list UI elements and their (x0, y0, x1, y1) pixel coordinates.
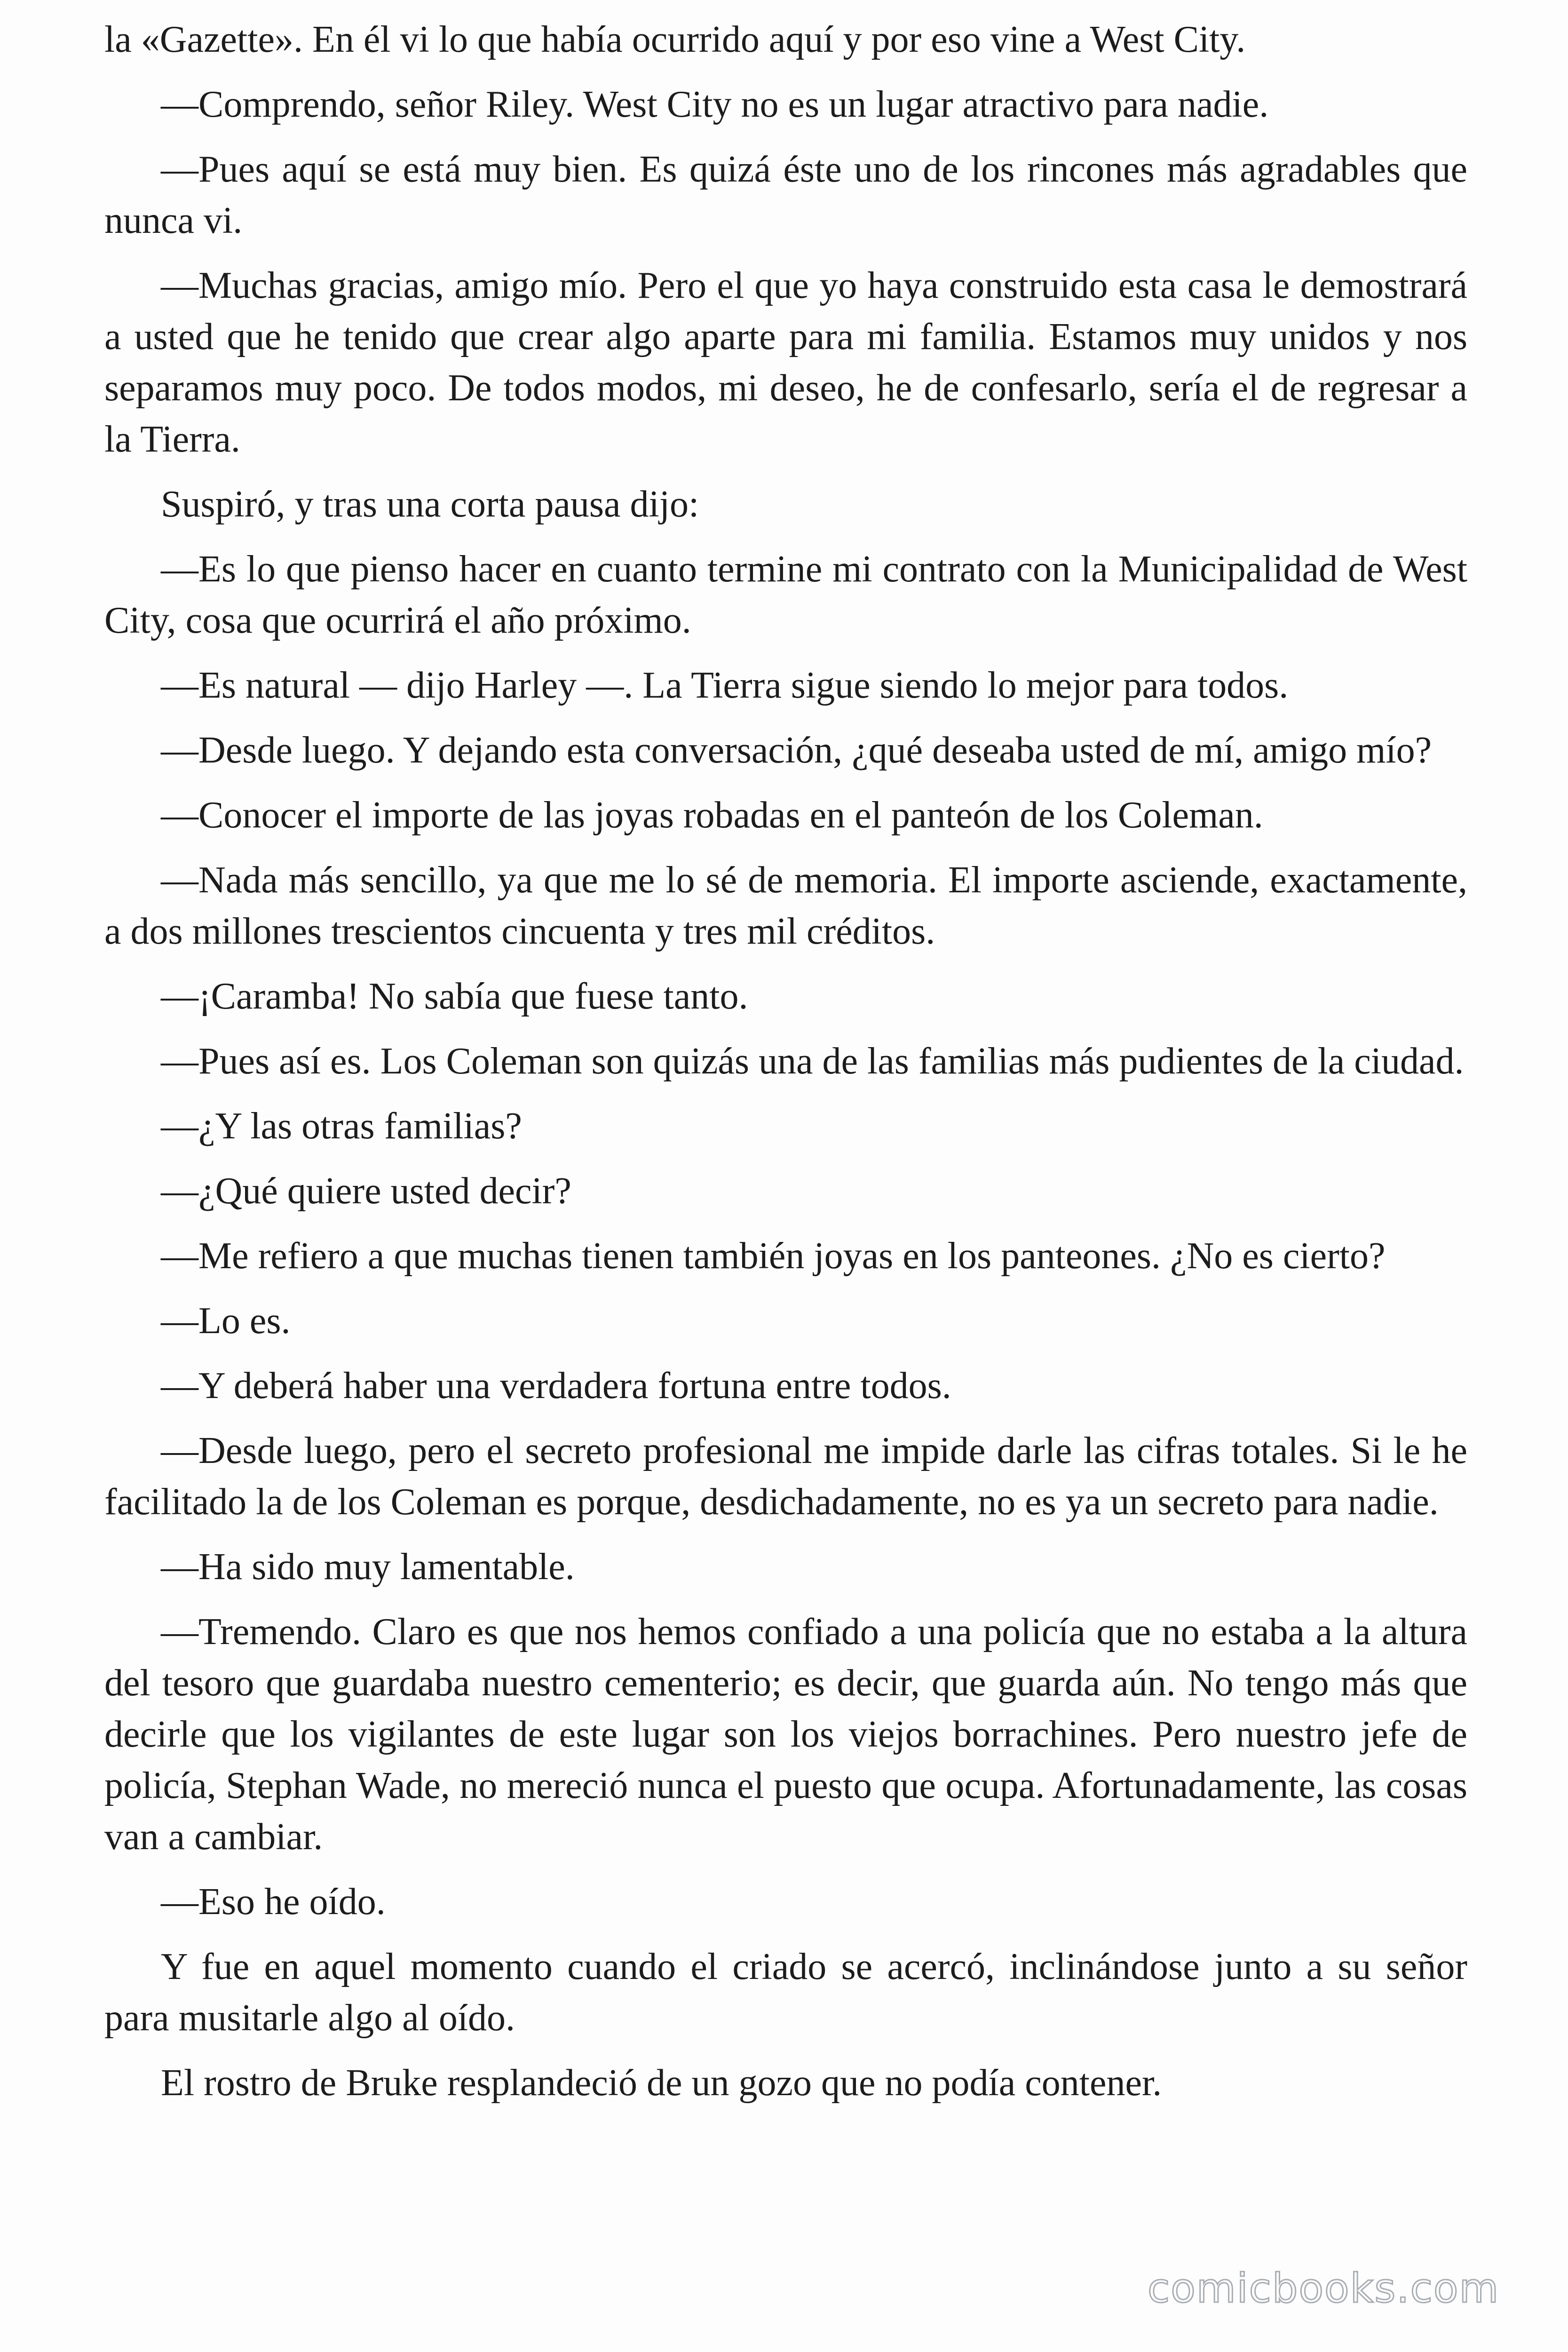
paragraph: —Tremendo. Claro es que nos hemos confiado a una policía que no estaba a la altura del tesoro que guardaba nuestro cementerio; es decir, que guarda aún. No tengo más que decirle que los vigilantes de este lugar son los viejos borrachines. Pero nuestro jefe de policía, Stephan Wade, no mereció nunca el puesto que ocupa. Afortunadamente, las cosas van a cambiar. (104, 1611, 1467, 1858)
paragraph: Y fue en aquel momento cuando el criado se acercó, inclinándose junto a su señor para musitarle algo al oído. (104, 1946, 1467, 2039)
paragraph: —¡Caramba! No sabía que fuese tanto. (161, 976, 748, 1017)
paragraph: —Desde luego, pero el secreto profesional me impide darle las cifras totales. Si le he facilitado la de los Coleman es porque, desdichadamente, no es ya un secreto para nadie. (104, 1430, 1467, 1523)
paragraph: —¿Y las otras familias? (161, 1105, 522, 1147)
paragraph: —Eso he oído. (161, 1881, 386, 1923)
page-body-text (104, 14, 1467, 2122)
paragraph: —Me refiero a que muchas tienen también joyas en los panteones. ¿No es cierto? (161, 1235, 1386, 1277)
paragraph: —Es natural — dijo Harley —. La Tierra sigue siendo lo mejor para todos. (161, 665, 1289, 706)
paragraph: —Comprendo, señor Riley. West City no es un lugar atractivo para nadie. (161, 84, 1269, 125)
watermark-logo: comicbooks.com (1148, 2265, 1500, 2312)
paragraph: —Muchas gracias, amigo mío. Pero el que yo haya construido esta casa le demostrará a usted que he tenido que crear algo aparte para mi familia. Estamos muy unidos y nos separamos muy poco. De todos modos, mi deseo, he de confesarlo, sería el de regresar a la Tierra. (104, 265, 1467, 460)
paragraph: El rostro de Bruke resplandeció de un gozo que no podía contener. (161, 2062, 1162, 2104)
paragraph: —Pues así es. Los Coleman son quizás una de las familias más pudientes de la ciudad. (161, 1041, 1464, 1082)
paragraph: —Lo es. (161, 1300, 291, 1342)
paragraph: Suspiró, y tras una corta pausa dijo: (161, 484, 699, 525)
paragraph: —Nada más sencillo, ya que me lo sé de memoria. El importe asciende, exactamente, a dos millones trescientos cincuenta y tres mil créditos. (104, 859, 1467, 952)
paragraph: —Y deberá haber una verdadera fortuna entre todos. (161, 1365, 951, 1406)
paragraph: la «Gazette». En él vi lo que había ocurrido aquí y por eso vine a West City. (104, 19, 1246, 60)
paragraph: —Ha sido muy lamentable. (161, 1546, 575, 1588)
paragraph: —Desde luego. Y dejando esta conversación, ¿qué deseaba usted de mí, amigo mío? (161, 730, 1432, 771)
paragraph: —Es lo que pienso hacer en cuanto termine mi contrato con la Municipalidad de West City, cosa que ocurrirá el año próximo. (104, 548, 1467, 641)
paragraph: —Conocer el importe de las joyas robadas en el panteón de los Coleman. (161, 795, 1263, 836)
paragraph: —Pues aquí se está muy bien. Es quizá éste uno de los rincones más agradables que nunca vi. (104, 149, 1467, 241)
paragraph: —¿Qué quiere usted decir? (161, 1170, 571, 1212)
